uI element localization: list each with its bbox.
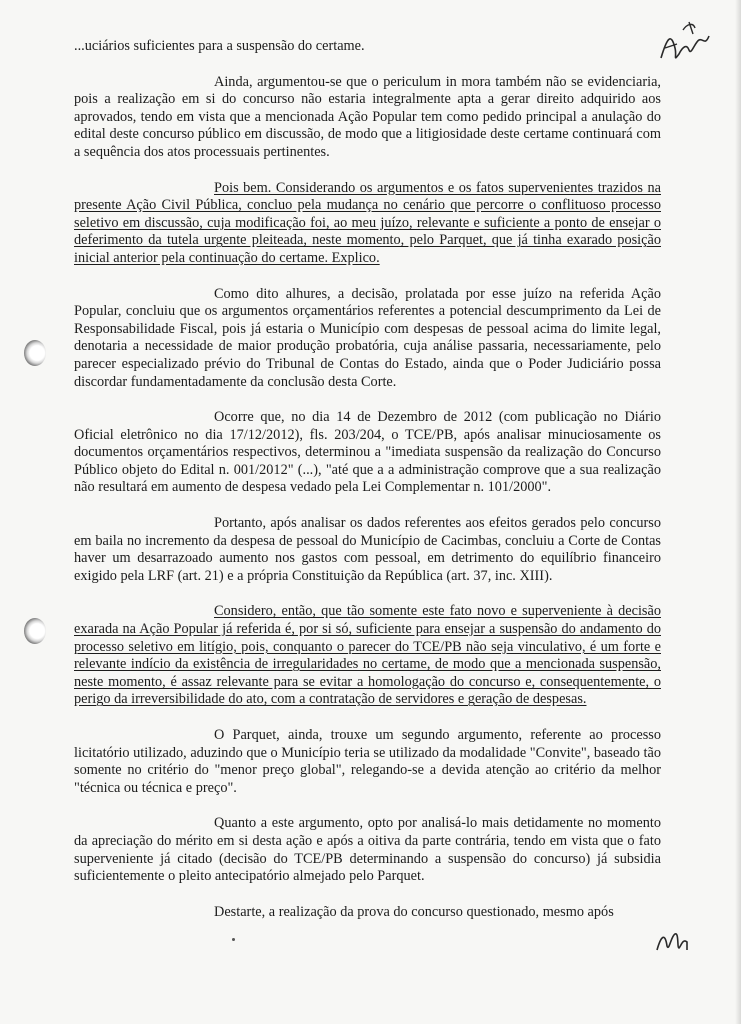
paragraph-6 <box>74 515 661 585</box>
page-edge-shadow <box>735 0 741 1024</box>
document-body <box>74 38 661 939</box>
punch-hole-bottom <box>24 618 46 644</box>
paragraph-4 <box>74 286 661 392</box>
paragraph-3-text: Pois bem. Considerando os argumentos e os fatos supervenientes trazidos na presente Ação Civil Pública, concluo pela mudança no cenário que percorre o conflituoso processo seletivo em discussão, cuja modificação foi, ao meu juízo, relevante e suficiente a ponto de ensejar o deferimento da tutela urgente pleiteada, neste momento, pelo Parquet, que já tinha exarado posição inicial anterior pela continuação do certame. Explico. <box>74 179 661 266</box>
paragraph-2 <box>74 74 661 162</box>
paragraph-10 <box>74 904 661 922</box>
paragraph-9 <box>74 815 661 885</box>
paragraph-5-text: Ocorre que, no dia 14 de Dezembro de 2012 (com publicação no Diário Oficial eletrônico no dia 17/12/2012), fls. 203/204, o TCE/PB, após analisar minuciosamente os documentos orçamentários respectivos, determinou a "imediata suspensão da realização do Concurso Público objeto do Edital n. 001/2012" (...), "até que a a administração comprove que a sua realização não resultará em aumento de despesa vedado pela Lei Complementar n. 101/2000". <box>74 409 661 496</box>
paragraph-3-underlined <box>74 180 661 268</box>
paragraph-1: ...uciários suficientes para a suspensão do certame. <box>74 38 365 54</box>
handwritten-page-mark <box>653 926 693 956</box>
paragraph-10-text: Destarte, a realização da prova do concurso questionado, mesmo após <box>214 903 614 920</box>
paragraph-6-text: Portanto, após analisar os dados referentes aos efeitos gerados pelo concurso em baila no incremento da despesa de pessoal do Município de Cacimbas, concluiu a Corte de Contas haver um desarrazoado aumento nos gastos com pessoal, em detrimento do equilíbrio financeiro exigido pela LRF (art. 21) e a própria Constituição da República (art. 37, inc. XIII). <box>74 515 661 584</box>
paragraph-7-text: Considero, então, que tão somente este fato novo e superveniente à decisão exarada na Ação Popular já referida é, por si só, suficiente para ensejar a suspensão do andamento do processo seletivo em litígio, pois, conquanto o parecer do TCE/PB não seja vinculativo, é um forte e relevante indício da existência de irregularidades no certame, de modo que a mencionada suspensão, neste momento, é assaz relevante para se evitar a homologação do concurso e, consequentemente, o perigo da irreversibilidade do ato, com a contratação de servidores e geração de despesas. <box>74 603 661 708</box>
scan-speck <box>232 938 235 941</box>
paragraph-9-text: Quanto a este argumento, opto por analisá-lo mais detidamente no momento da apreciação do mérito em si desta ação e após a oitiva da parte contrária, tendo em vista que o fato superveniente já citado (decisão do TCE/PB determinando a suspensão do concurso) já subsidia suficientemente o pleito antecipatório almejado pelo Parquet. <box>74 815 661 885</box>
paragraph-5 <box>74 409 661 497</box>
paragraph-4-text: Como dito alhures, a decisão, prolatada por esse juízo na referida Ação Popular, concluiu que os argumentos orçamentários referentes a potencial descumprimento da Lei de Responsabilidade Fiscal, pois já estaria o Município com despesas de pessoal acima do limite legal, denotaria a necessidade de maior produção probatória, cuja análise passaria, necessariamente, pelo parecer especializado prévio do Tribunal de Contas do Estado, ainda que o Poder Judiciário possa discordar fundamentadamente da conclusão desta Corte. <box>74 285 661 390</box>
punch-hole-top <box>24 340 46 366</box>
paragraph-2-text: Ainda, argumentou-se que o periculum in mora também não se evidenciaria, pois a realização em si do concurso não estaria integralmente apta a gerar direito adquirido aos aprovados, tendo em vista que a mencionada Ação Popular tem como pedido principal a anulação do edital deste concurso público em discussão, de modo que a litigiosidade deste certame continuará com a sequência dos atos processuais pertinentes. <box>74 73 661 160</box>
paragraph-8-text: O Parquet, ainda, trouxe um segundo argumento, referente ao processo licitatório utilizado, aduzindo que o Município teria se utilizado da modalidade "Convite", baseado tão somente no critério do "menor preço global", relegando-se a devida atenção ao critério da melhor "técnica ou técnica e preço". <box>74 727 661 796</box>
handwritten-initials-signature <box>653 18 713 73</box>
paragraph-7-underlined <box>74 603 661 709</box>
paragraph-8 <box>74 727 661 797</box>
